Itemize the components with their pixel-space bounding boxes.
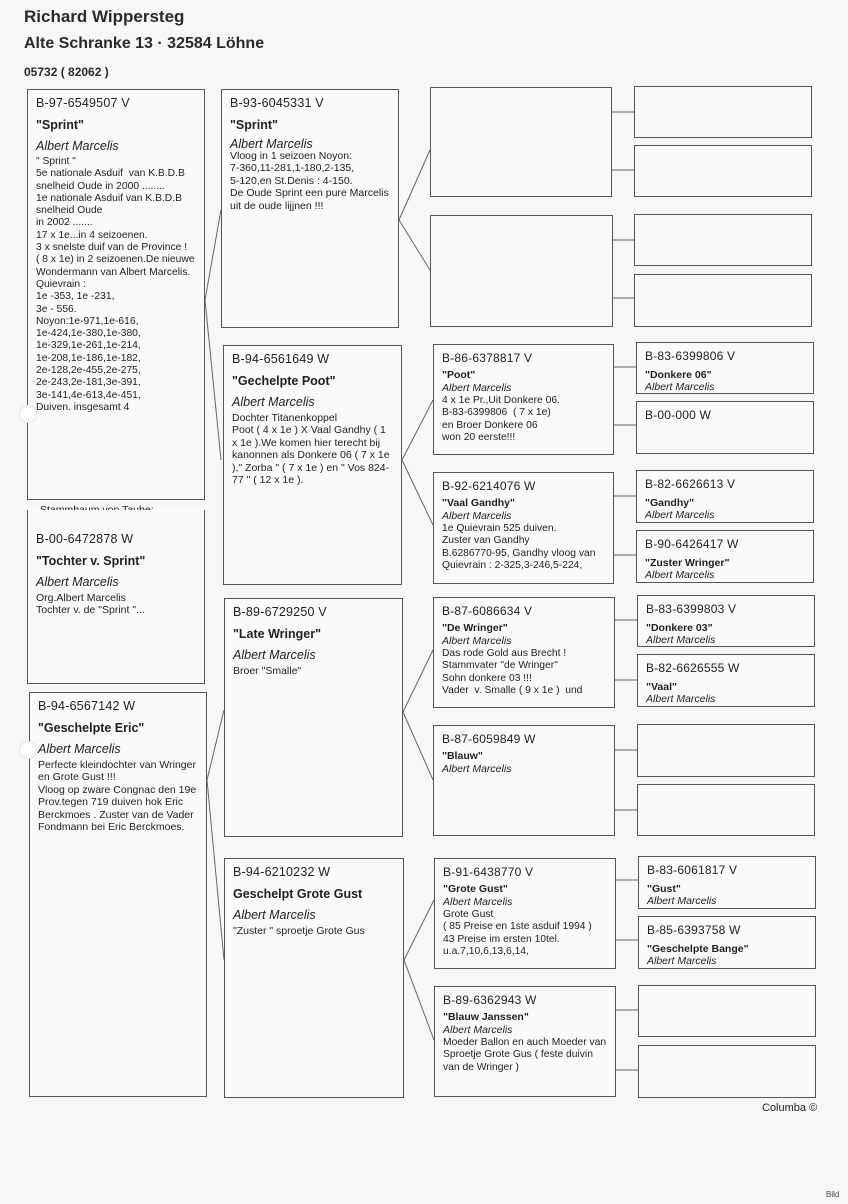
ring-number: B-94-6561649 W — [232, 352, 330, 366]
pigeon-name: "Sprint" — [230, 118, 278, 132]
breeder-label: Albert Marcelis — [230, 137, 313, 151]
pigeon-card-gechelpte-poot — [223, 345, 402, 585]
breeder-label: Albert Marcelis — [645, 569, 715, 581]
pigeon-name: "Geschelpte Eric" — [38, 721, 145, 735]
pigeon-notes: Grote Gust ( 85 Preise en 1ste asduif 1994 ) 43 Preise im ersten 10tel. u.a.7,10,6,13,6,14, — [443, 909, 592, 957]
pigeon-name: "Blauw Janssen" — [443, 1011, 529, 1023]
pigeon-card-empty — [634, 86, 812, 138]
breeder-label: Albert Marcelis — [232, 395, 315, 409]
breeder-label: Albert Marcelis — [38, 742, 121, 756]
breeder-label: Albert Marcelis — [442, 510, 512, 522]
pigeon-notes: "Zuster " sproetje Grote Gus — [233, 925, 365, 937]
breeder-address: Alte Schranke 13 · 32584 Löhne — [24, 35, 265, 52]
pigeon-notes: " Sprint " 5e nationale Asduif van K.B.D.B snelheid Oude in 2000 ........ 1e nationale Asduif van K.B.D.B snelheid Oude in 2002 ....... 17 x 1e...in 4 seizoenen. 3 x snelste duif van de Province ! ( 8 x 1e) in 2 seizoenen.De nieuwe Wondermann van Albert Marcelis. Quievrain : 1e -353, 1e -231, 3e - 556. Noyon:1e-971,1e-616, 1e-424,1e-380,1e-380, 1e-329,1e-261,1e-214, 1e-208,1e-186,1e-182, 2e-128,2e-455,2e-275, 2e-243,2e-181,3e-391, 3e-141,4e-613,4e-451, Duiven. insgesamt 4 — [36, 156, 195, 413]
pigeon-name: "Gandhy" — [645, 497, 695, 509]
pigeon-card-sprint-father — [221, 89, 399, 328]
ring-number: B-89-6362943 W — [443, 993, 537, 1007]
pigeon-card-empty — [634, 274, 812, 327]
breeder-label: Albert Marcelis — [443, 1024, 513, 1036]
pigeon-name: "Poot" — [442, 369, 476, 381]
pigeon-card-eric — [29, 692, 207, 1097]
ring-number: B-90-6426417 W — [645, 537, 739, 551]
ring-number: B-83-6399803 V — [646, 602, 737, 616]
breeder-label: Albert Marcelis — [443, 896, 513, 908]
pigeon-card-late-wringer — [224, 598, 403, 837]
pigeon-name: "Blauw" — [442, 750, 483, 762]
breeder-label: Albert Marcelis — [233, 908, 316, 922]
pigeon-card-de-wringer — [433, 597, 615, 708]
footer-brand: Columba © — [762, 1102, 818, 1114]
breeder-label: Albert Marcelis — [36, 575, 119, 589]
breeder-label: Albert Marcelis — [647, 955, 717, 967]
pigeon-card-empty — [638, 1045, 816, 1098]
ring-number: B-82-6626613 V — [645, 477, 736, 491]
ring-number: B-93-6045331 V — [230, 96, 324, 110]
pigeon-card-empty — [637, 724, 815, 777]
pigeon-card-poot — [433, 344, 614, 455]
ring-number: B-94-6567142 W — [38, 699, 136, 713]
breeder-label: Albert Marcelis — [233, 648, 316, 662]
punch-hole — [19, 405, 37, 423]
breeder-label: Albert Marcelis — [645, 381, 715, 393]
pigeon-card-vaal-gandhy — [433, 472, 614, 584]
pigeon-name: "Tochter v. Sprint" — [36, 554, 146, 568]
ring-number: B-92-6214076 W — [442, 479, 536, 493]
breeder-label: Albert Marcelis — [36, 139, 119, 153]
pigeon-notes: 4 x 1e Pr.,Uit Donkere 06. B-83-6399806 ( 7 x 1e) en Broer Donkere 06 won 20 eerste!!! — [442, 395, 560, 443]
pigeon-card-empty — [637, 784, 815, 836]
pigeon-card-zuster-wringer — [636, 530, 814, 583]
corner-label: Bild — [826, 1190, 840, 1199]
breeder-label: Albert Marcelis — [442, 382, 512, 394]
pigeon-card-donkere-06 — [636, 342, 814, 394]
pigeon-name: "Donkere 06" — [645, 369, 712, 381]
pigeon-card-donkere-03 — [637, 595, 815, 647]
pigeon-notes: Org.Albert Marcelis Tochter v. de "Sprint "... — [36, 592, 145, 617]
ring-number: B-85-6393758 W — [647, 923, 741, 937]
ring-number: B-87-6059849 W — [442, 732, 536, 746]
pigeon-name: "Zuster Wringer" — [645, 557, 730, 569]
pigeon-notes: Broer "Smalle" — [233, 665, 302, 677]
pigeon-notes: 1e Quievrain 525 duiven. Zuster van Gandhy B.6286770-95, Gandhy vloog van Quievrain : 2-325,3-246,5-224, — [442, 523, 596, 571]
pigeon-name: "Late Wringer" — [233, 627, 322, 641]
pigeon-card-empty — [638, 985, 816, 1037]
ring-number: B-00-6472878 W — [36, 532, 134, 546]
pigeon-notes: Vloog in 1 seizoen Noyon: 7-360,11-281,1-180,2-135, 5-120,en St.Denis : 4-150. De Oude Sprint een pure Marcelis uit de oude lijjnen !!! — [230, 150, 389, 212]
ring-number: B-82-6626555 W — [646, 661, 740, 675]
pigeon-name: "Vaal" — [646, 681, 677, 693]
pigeon-name: "Grote Gust" — [443, 883, 508, 895]
ring-number: B-00-000 W — [645, 408, 712, 422]
pigeon-name: "Sprint" — [36, 118, 84, 132]
pigeon-name: "Gechelpte Poot" — [232, 374, 336, 388]
ring-number: B-83-6061817 V — [647, 863, 738, 877]
pigeon-card-empty — [430, 215, 613, 327]
punch-hole — [19, 741, 37, 759]
pigeon-card-grote-gust — [434, 858, 616, 969]
pigeon-name: "Vaal Gandhy" — [442, 497, 515, 509]
pigeon-name: Geschelpt Grote Gust — [233, 887, 363, 901]
pigeon-notes: Das rode Gold aus Brecht ! Stammvater "de Wringer" Sohn donkere 03 !!! Vader v. Smalle ( 9 x 1e ) und — [442, 648, 583, 696]
ring-number: B-91-6438770 V — [443, 865, 534, 879]
pigeon-card-main — [27, 89, 205, 500]
breeder-name: Richard Wippersteg — [24, 7, 185, 26]
ring-number: B-94-6210232 W — [233, 865, 331, 879]
pigeon-card-blauw — [433, 725, 615, 836]
breeder-label: Albert Marcelis — [647, 895, 717, 907]
breeder-label: Albert Marcelis — [646, 693, 716, 705]
ring-number: B-97-6549507 V — [36, 96, 130, 110]
pigeon-notes: Moeder Ballon en auch Moeder van Sproetje Grote Gus ( feste duivin van de Wringer ) — [443, 1037, 610, 1073]
pigeon-card-unknown — [636, 401, 814, 454]
breeder-label: Albert Marcelis — [645, 509, 715, 521]
breeder-label: Albert Marcelis — [646, 634, 716, 646]
ring-number: B-87-6086634 V — [442, 604, 533, 618]
pigeon-card-blauw-janssen — [434, 986, 616, 1097]
pigeon-card-empty — [430, 87, 612, 197]
pigeon-card-empty — [634, 214, 812, 266]
pigeon-card-gandhy — [636, 470, 814, 523]
pigeon-name: "Geschelpte Bange" — [647, 943, 749, 955]
pigeon-notes: Perfecte kleindochter van Wringer en Grote Gust !!! Vloog op zware Congnac den 19e Prov.tegen 719 duiven hok Eric Berckmoes . Zuster van de Vader Fondmann bei Eric Berckmoes. — [38, 759, 197, 834]
pigeon-name: "Donkere 03" — [646, 622, 713, 634]
pigeon-name: "Gust" — [647, 883, 681, 895]
pigeon-card-vaal — [637, 654, 815, 707]
ring-number: B-89-6729250 V — [233, 605, 327, 619]
pigeon-name: "De Wringer" — [442, 622, 508, 634]
pigeon-card-geschelpte-bange — [638, 916, 816, 969]
breeder-label: Albert Marcelis — [442, 763, 512, 775]
breeder-label: Albert Marcelis — [442, 635, 512, 647]
breeder-phone: 05732 ( 82062 ) — [24, 65, 109, 79]
pigeon-card-empty — [634, 145, 812, 197]
ring-number: B-83-6399806 V — [645, 349, 736, 363]
pigeon-notes: Dochter Titanenkoppel Poot ( 4 x 1e ) X Vaal Gandhy ( 1 x 1e ).We komen hier terecht bij kanonnen als Donkere 06 ( 7 x 1e )," Zorba " ( 7 x 1e ) en " Vos 824-77 " ( 12 x 1e ). — [232, 412, 390, 487]
ring-number: B-86-6378817 V — [442, 351, 533, 365]
pigeon-card-geschelpt-grote-gust — [224, 858, 404, 1098]
pigeon-card-gust — [638, 856, 816, 909]
pigeon-card-tochter — [27, 510, 205, 684]
